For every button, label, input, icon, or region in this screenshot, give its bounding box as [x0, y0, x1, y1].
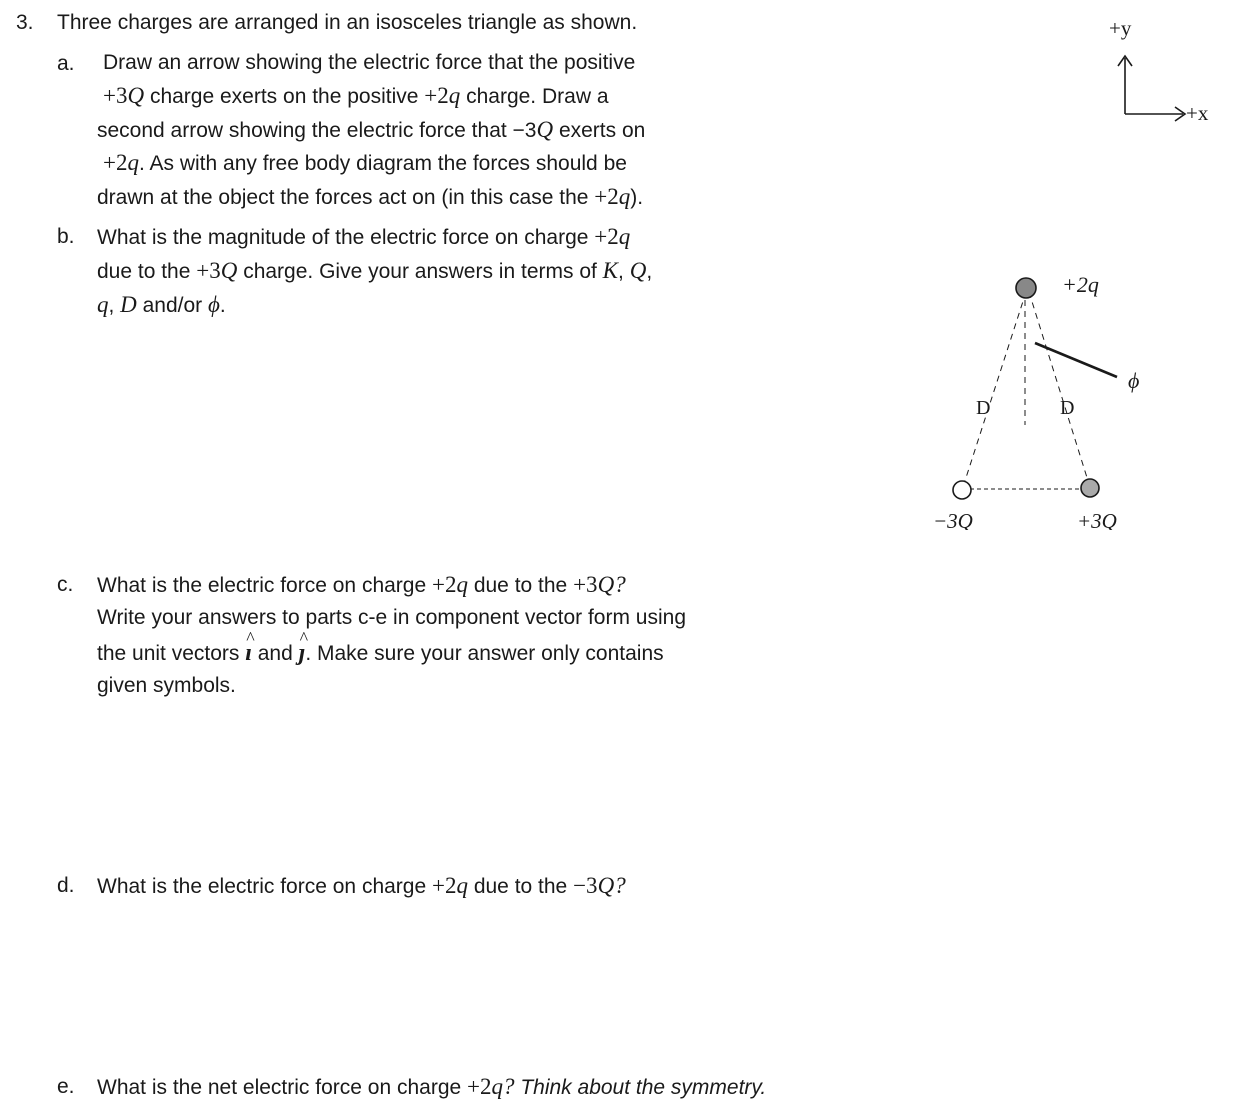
math-text: q — [618, 224, 631, 249]
math-text: +2 — [432, 873, 457, 898]
part-c-line-1 — [97, 573, 626, 596]
part-a-label: a. — [57, 52, 75, 75]
part-b-line-2 — [97, 259, 652, 282]
unit-vector-j: ^ ȷ — [299, 641, 306, 665]
math-text: Q — [127, 83, 145, 108]
part-d-line-1 — [97, 874, 626, 897]
text-run: . As with any free body diagram the forces should be — [138, 152, 627, 175]
math-text: q — [448, 83, 461, 108]
part-a-line-5 — [97, 185, 643, 208]
math-text: Q — [220, 258, 238, 283]
text-run: , — [108, 294, 121, 317]
text-run: ). — [630, 186, 644, 209]
text-run: due to the — [97, 260, 197, 283]
part-a-line-1: Draw an arrow showing the electric force that the positive — [103, 51, 636, 74]
angle-indicator-line — [1035, 343, 1117, 377]
text-run: due to the — [467, 574, 574, 597]
math-text: +2 — [432, 572, 457, 597]
text-run: What is the electric force on charge — [97, 875, 432, 898]
math-text: q — [127, 150, 139, 175]
part-a-line-3 — [97, 118, 645, 141]
left-side-length-label: D — [976, 397, 991, 419]
text-run: exerts on — [553, 119, 646, 142]
angle-label: ϕ — [1128, 368, 1140, 393]
text-run: the unit vectors — [97, 642, 246, 665]
math-text: q — [97, 292, 109, 317]
text-run: second arrow showing the electric force that −3 — [97, 119, 537, 142]
text-run: , — [618, 260, 630, 283]
text-run: What is the magnitude of the electric force on charge — [97, 226, 595, 249]
text-run: due to the — [467, 875, 574, 898]
math-text: D — [120, 292, 137, 317]
part-c-line-3 — [97, 641, 664, 665]
text-run: . Make sure your answer only contains — [305, 642, 664, 665]
math-text: +2 — [594, 224, 619, 249]
charge-right-plus-3q — [1081, 479, 1099, 497]
text-run: What is the net electric force on charge — [97, 1076, 468, 1099]
part-d-label: d. — [57, 874, 75, 897]
math-text: +3 — [196, 258, 221, 283]
math-text: q — [456, 873, 468, 898]
math-text: +2 — [103, 150, 128, 175]
math-text: Q — [597, 572, 615, 597]
x-axis-label: +x — [1186, 101, 1209, 122]
math-text: −3 — [573, 873, 598, 898]
text-run: charge. Draw a — [460, 85, 609, 108]
right-side-dashed-line — [1029, 292, 1089, 484]
math-text: ? — [503, 1074, 515, 1099]
math-text: q — [618, 184, 631, 209]
text-run: , — [646, 260, 653, 283]
math-text: Q — [629, 258, 647, 283]
math-text: ? — [614, 873, 626, 898]
charge-diagram — [925, 270, 1165, 530]
part-c-line-2: Write your answers to parts c-e in component vector form using — [97, 606, 687, 629]
math-text: ϕ — [208, 292, 220, 317]
right-charge-label: +3Q — [1077, 509, 1117, 530]
problem-intro: Three charges are arranged in an isosceles triangle as shown. — [57, 11, 638, 34]
math-text: Q — [536, 117, 554, 142]
math-text: +2 — [424, 83, 449, 108]
text-run: charge. Give your answers in terms of — [237, 260, 603, 283]
part-e-label: e. — [57, 1075, 75, 1098]
math-text: q — [491, 1074, 503, 1099]
text-run: drawn at the object the forces act on (in this case the — [97, 186, 595, 209]
right-side-length-label: D — [1060, 397, 1075, 419]
part-c-line-4: given symbols. — [97, 674, 236, 697]
math-text: ? — [614, 572, 626, 597]
math-text: +3 — [103, 83, 128, 108]
part-e-line-1 — [97, 1075, 766, 1098]
text-run: and/or — [136, 294, 209, 317]
math-text: K — [602, 258, 619, 283]
coordinate-axes — [1095, 12, 1215, 122]
text-run-italic: Think about the symmetry. — [514, 1076, 767, 1099]
part-a-line-4 — [103, 151, 627, 174]
problem-number: 3. — [16, 11, 34, 34]
part-a-line-2 — [103, 84, 609, 107]
text-run: . — [219, 294, 226, 317]
math-text: +2 — [594, 184, 619, 209]
part-b-line-1 — [97, 225, 630, 248]
y-axis-label: +y — [1109, 16, 1132, 40]
text-run: and — [251, 642, 299, 665]
part-b-line-3 — [97, 293, 226, 316]
part-b-label: b. — [57, 225, 75, 248]
top-charge-label: +2q — [1062, 272, 1099, 297]
charge-top-plus-2q — [1016, 278, 1036, 298]
math-text: q — [456, 572, 468, 597]
math-text: Q — [597, 873, 615, 898]
part-c-label: c. — [57, 573, 74, 596]
charge-left-minus-3q — [953, 481, 971, 499]
text-run: charge exerts on the positive — [144, 85, 425, 108]
unit-vector-i: ^ ı — [245, 641, 252, 665]
text-run: What is the electric force on charge — [97, 574, 432, 597]
math-text: +2 — [467, 1074, 492, 1099]
math-text: +3 — [573, 572, 598, 597]
left-side-dashed-line — [963, 292, 1026, 487]
left-charge-label: −3Q — [933, 509, 973, 530]
